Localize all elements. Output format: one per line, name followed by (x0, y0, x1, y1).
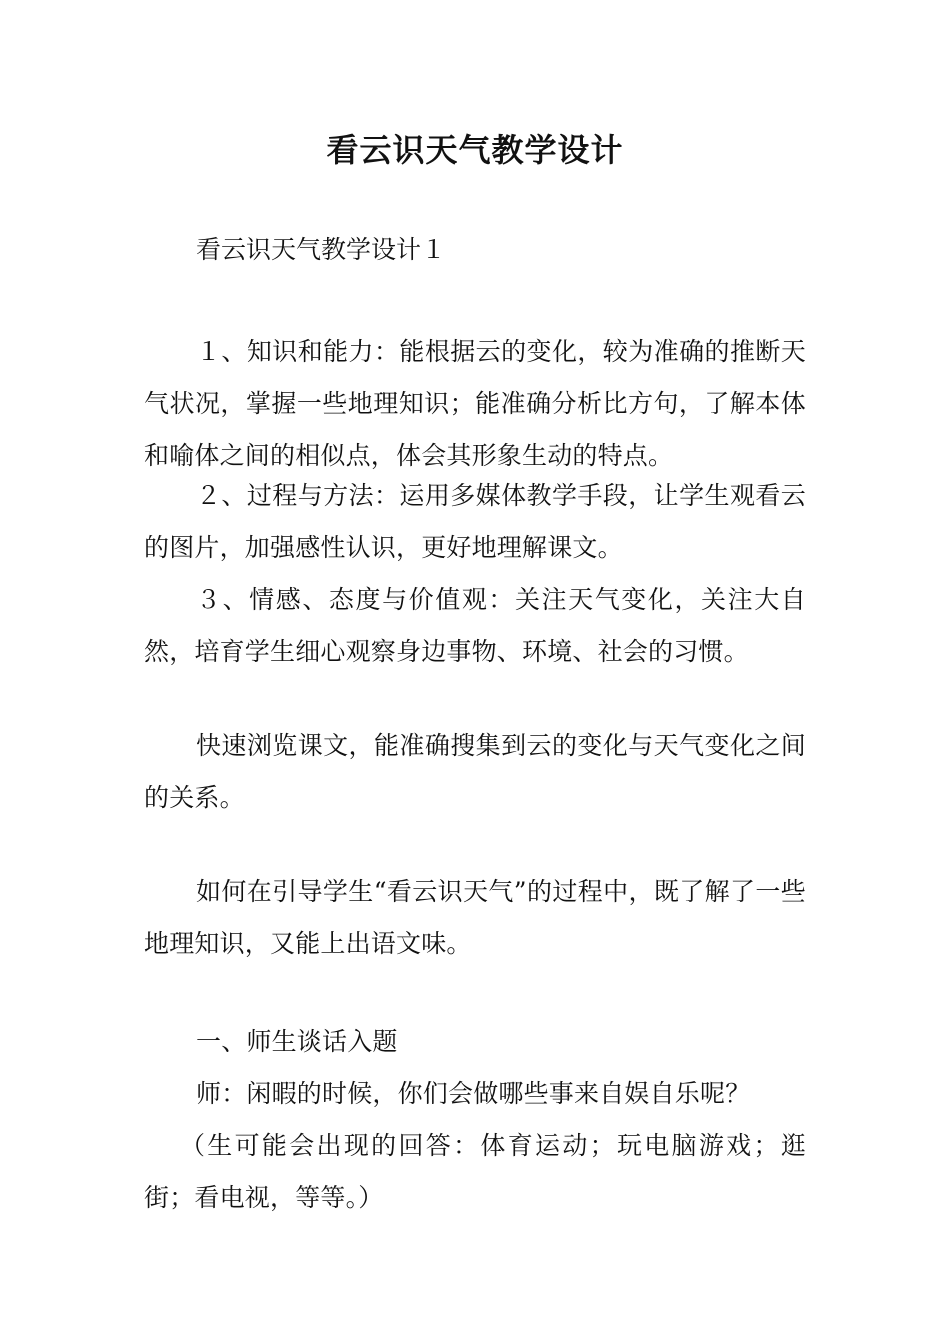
document-title: 看云识天气教学设计 (326, 131, 624, 169)
objective-knowledge: １、知识和能力：能根据云的变化，较为准确的推断天气状况，掌握一些地理知识；能准确分析比方句，了解本体和喻体之间的相似点，体会其形象生动的特点。 (144, 337, 806, 470)
objective-process: ２、过程与方法：运用多媒体教学手段，让学生观看云的图片，加强感性认识，更好地理解课文。 (144, 481, 806, 562)
key-point-paragraph: 快速浏览课文，能准确搜集到云的变化与天气变化之间的关系。 (144, 731, 806, 812)
student-answer-note: （生可能会出现的回答：体育运动；玩电脑游戏；逛街；看电视，等等。） (144, 1131, 806, 1212)
difficulty-paragraph: 如何在引导学生“看云识天气”的过程中，既了解了一些地理知识，又能上出语文味。 (144, 877, 806, 958)
objective-emotion: ３、情感、态度与价值观：关注天气变化，关注大自然，培育学生细心观察身边事物、环境、社会的习惯。 (144, 585, 806, 666)
teacher-question: 师：闲暇的时候，你们会做哪些事来自娱自乐呢？ (196, 1079, 751, 1108)
document-subtitle: 看云识天气教学设计１ (196, 235, 447, 264)
section-heading: 一、师生谈话入题 (196, 1027, 398, 1056)
